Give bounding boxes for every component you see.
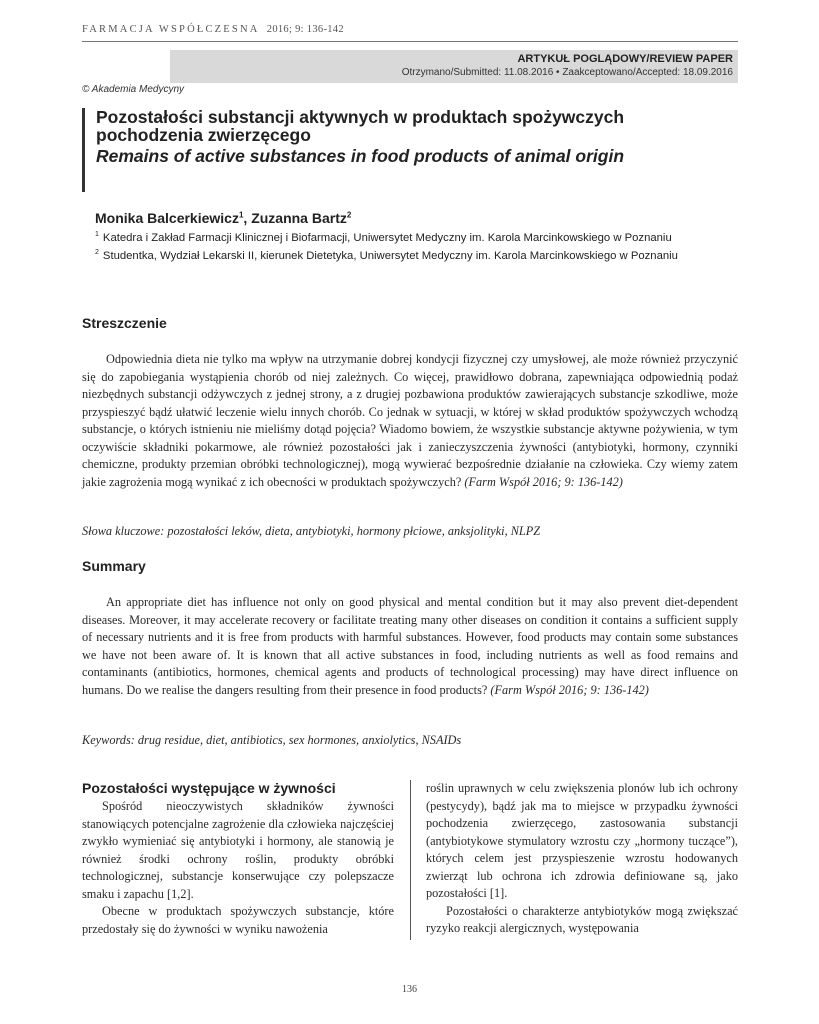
copyright: © Akademia Medycyny <box>82 84 185 95</box>
author-name: Zuzanna Bartz <box>251 210 347 226</box>
authors <box>95 210 351 226</box>
article-meta-band <box>170 50 738 83</box>
author-name: Monika Balcerkiewicz <box>95 210 239 226</box>
title-english: Remains of active substances in food products of animal origin <box>96 146 625 166</box>
header-rule <box>82 41 738 42</box>
affiliation-2 <box>95 249 678 262</box>
page-number: 136 <box>402 984 417 995</box>
journal-header <box>82 24 344 35</box>
affiliation-1 <box>95 231 672 244</box>
keywords-polish: Słowa kluczowe: pozostałości leków, dieta, antybiotyki, hormony płciowe, anksjolityki, NLPZ <box>82 524 541 538</box>
streszczenie-text <box>82 351 738 491</box>
body-column-left <box>82 780 394 938</box>
author-sup: 2 <box>346 210 352 220</box>
author-separator: , <box>243 210 252 226</box>
keywords-english: Keywords: drug residue, diet, antibiotics, sex hormones, anxiolytics, NSAIDs <box>82 733 462 747</box>
streszczenie-body: Odpowiednia dieta nie tylko ma wpływ na utrzymanie dobrej kondycji fizycznej czy umysłowej, ale może również przyczynić się do zapobiegania wystąpienia chorób od niej zależnych. Co więcej, prawidłowo dobrana, zapewniająca odpowiednią podaż niezbędnych substancji odżywczych z jednej strony, a z drugiej pozbawiona produktów zawierających substancje szkodliwe, może przyspieszyć bądź ułatwić leczenie wielu innych chorób. Co jednak w sytuacji, w której w skład produktów spożywczych wchodzą substancje, o których istnieniu nie mieliśmy dotąd pojęcia? Wiadomo bowiem, że wszystkie substancje aktywne pożywienia, w tym oczywiście składniki pokarmowe, ale również pozostałości jak i zanieczyszczenia żywności (antybiotyki, hormony, czynniki chemiczne, produkty przemian obróbki technologicznej), mogą wywierać bezpośrednie działanie na człowieka. Czy wiemy zatem jakie zagrożenia mogą wynikać z ich obecności w produktach spożywczych? <box>82 352 738 489</box>
title-block <box>82 108 732 192</box>
volume-info: 2016; 9: 136-142 <box>266 24 344 35</box>
streszczenie-citation: (Farm Współ 2016; 9: 136-142) <box>464 474 623 489</box>
summary-heading: Summary <box>82 558 146 574</box>
body-paragraph: Spośród nieoczywistych składników żywności stanowiących potencjalne zagrożenie dla człowieka najczęściej zwykło wymieniać się antybiotyki i hormony, ale stanowią je również środki ochrony roślin, produkty obróbki technologicznej, substancje konserwujące czy polepszacze smaku i zapachu [1,2]. <box>82 799 394 901</box>
paper-type: ARTYKUŁ POGLĄDOWY/REVIEW PAPER <box>517 53 733 65</box>
column-divider <box>410 780 411 940</box>
streszczenie-heading: Streszczenie <box>82 315 167 331</box>
body-column-right <box>426 780 738 938</box>
affiliation-sup: 2 <box>95 249 99 256</box>
body-paragraph: Obecne w produktach spożywczych substancje, które przedostały się do żywności w wyniku nawożenia <box>82 904 394 936</box>
journal-name: FARMACJA WSPÓŁCZESNA <box>82 24 259 35</box>
summary-citation: (Farm Współ 2016; 9: 136-142) <box>490 682 649 697</box>
body-paragraph: Pozostałości o charakterze antybiotyków mogą zwiększać ryzyko reakcji alergicznych, występowania <box>426 903 738 935</box>
title-polish: Pozostałości substancji aktywnych w produktach spożywczych pochodzenia zwierzęcego <box>96 107 625 145</box>
summary-body: An appropriate diet has influence not only on good physical and mental condition but it may also prevent diet-dependent diseases. Moreover, it may accelerate recovery or facilitate treating many other diseases on condition it contains a sufficient supply of necessary nutrients and it is free from products with harmful substances. However, food products may contain some substances we have not been aware of. It is known that all active substances in food, including nutrients as well as food remains and contaminants (antibiotics, hormones, chemical agents and products of technological processing) may have direct influence on humans. Do we realise the dangers resulting from their presence in food products? <box>82 595 738 697</box>
affiliation-sup: 1 <box>95 231 99 238</box>
author-sup: 1 <box>238 210 244 220</box>
body-paragraph: roślin uprawnych w celu zwiększenia plonów lub ich ochrony (pestycydy), bądź jak ma to miejsce w przypadku żywności pochodzenia zwierzęcego, zastosowania substancji (antybiotykowe stymulatory wzrostu czy „hormony tuczące”), których celem jest przyspieszenie wzrostu hodowanych zwierząt lub ochrona ich zdrowia definiowane są, jako pozostałości [1]. <box>426 781 738 900</box>
summary-text <box>82 594 738 699</box>
affiliation-text: Katedra i Zakład Farmacji Klinicznej i Biofarmacji, Uniwersytet Medyczny im. Karola Marcinkowskiego w Poznaniu <box>102 231 672 244</box>
submission-dates: Otrzymano/Submitted: 11.08.2016 • Zaakceptowano/Accepted: 18.09.2016 <box>401 67 733 78</box>
affiliation-text: Studentka, Wydział Lekarski II, kierunek Dietetyka, Uniwersytet Medyczny im. Karola Marcinkowskiego w Poznaniu <box>102 249 678 262</box>
body-section-heading: Pozostałości występujące w żywności <box>82 780 336 796</box>
